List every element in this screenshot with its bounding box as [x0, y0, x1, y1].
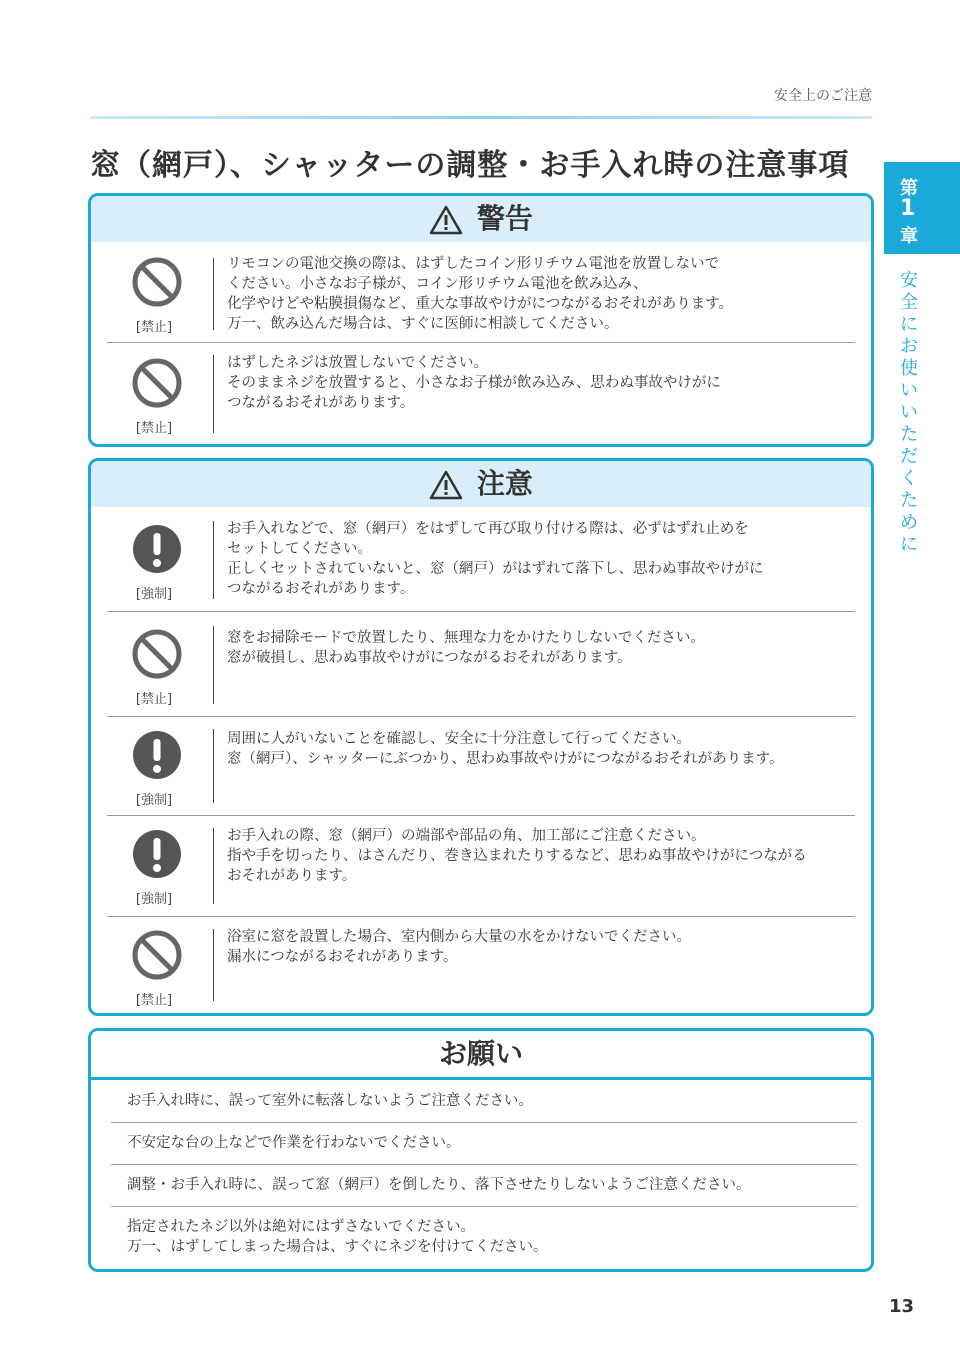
request-text: 調整・お手入れ時に、誤って窓（網戸）を倒したり、落下させたりしないようご注意ください。 — [127, 1177, 751, 1193]
icon-wrap — [129, 256, 185, 335]
page-number: 13 — [888, 1296, 914, 1317]
item-text: 周囲に人がいないことを確認し、安全に十分注意して行ってください。 窓（網戸）、シャッターにぶつかり、思わぬ事故やけがにつながるおそれがあります。 — [227, 731, 784, 767]
divider-line — [213, 258, 214, 330]
icon-wrap — [129, 628, 185, 707]
chapter-tab — [884, 162, 960, 254]
icon-wrap — [129, 523, 185, 602]
mandatory-icon — [131, 828, 183, 880]
icon-wrap — [129, 929, 185, 1008]
warning-triangle-icon — [429, 470, 463, 500]
request-text: 不安定な台の上などで作業を行わないでください。 — [127, 1135, 461, 1151]
chapter-prefix: 第 — [900, 178, 918, 199]
caution-box — [88, 458, 874, 1016]
divider-line — [213, 521, 214, 599]
caution-item — [107, 612, 855, 717]
caution-item — [107, 717, 855, 816]
warning-heading — [91, 196, 871, 242]
chapter-number: 1 — [900, 196, 916, 221]
prohibited-icon — [131, 357, 183, 409]
request-heading-text: お願い — [438, 1037, 523, 1070]
prohibited-icon — [131, 256, 183, 308]
chapter-suffix: 章 — [900, 226, 918, 247]
chapter-side-title: 安全にお使いいただくために — [900, 270, 918, 555]
warning-triangle-icon — [429, 205, 463, 235]
request-text: お手入れ時に、誤って室外に転落しないようご注意ください。 — [127, 1093, 533, 1109]
divider-line — [213, 626, 214, 704]
icon-label: [禁止] — [135, 692, 173, 707]
icon-label: [強制] — [135, 892, 173, 907]
section-header: 安全上のご注意 — [774, 88, 872, 104]
caution-heading — [91, 461, 871, 507]
item-text: お手入れなどで、窓（網戸）をはずして再び取り付ける際は、必ずはずれ止めを セットしてください。 正しくセットされていないと、窓（網戸）がはずれて落下し、思わぬ事故やけがに つながるおそれがあります。 — [227, 521, 764, 597]
prohibited-icon — [131, 628, 183, 680]
icon-label: [強制] — [135, 793, 173, 808]
item-text: はずしたネジは放置しないでください。 そのままネジを放置すると、小さなお子様が飲み込み、思わぬ事故やけがに つながるおそれがあります。 — [227, 355, 721, 411]
request-item — [111, 1207, 857, 1265]
divider-line — [213, 729, 214, 803]
icon-wrap — [129, 828, 185, 907]
warning-item — [107, 343, 855, 441]
icon-label: [禁止] — [135, 421, 173, 436]
caution-item — [107, 816, 855, 917]
warning-box — [88, 193, 874, 447]
item-text: 窓をお掃除モードで放置したり、無理な力をかけたりしないでください。 窓が破損し、思わぬ事故やけがにつながるおそれがあります。 — [227, 630, 705, 666]
caution-item — [107, 507, 855, 612]
icon-label: [禁止] — [135, 993, 173, 1008]
icon-label: [強制] — [135, 587, 173, 602]
divider-line — [213, 355, 214, 433]
header-divider — [90, 116, 872, 119]
divider-line — [213, 828, 214, 904]
prohibited-icon — [131, 929, 183, 981]
request-heading — [91, 1031, 871, 1080]
icon-wrap — [129, 357, 185, 436]
caution-item — [107, 917, 855, 1009]
warning-heading-text: 警告 — [476, 202, 533, 235]
caution-heading-text: 注意 — [476, 467, 533, 500]
page-title: 窓（網戸）、シャッターの調整・お手入れ時の注意事項 — [90, 148, 850, 183]
icon-label: [禁止] — [135, 320, 173, 335]
request-item — [111, 1123, 857, 1165]
item-text: リモコンの電池交換の際は、はずしたコイン形リチウム電池を放置しないで ください。小さなお子様が、コイン形リチウム電池を飲み込み、 化学やけどや粘膜損傷など、重大な事故やけがにつながるおそれがあります。 万一、飲み込んだ場合は、すぐに医師に相談してください。 — [227, 256, 734, 332]
request-box — [88, 1028, 874, 1272]
request-item — [111, 1080, 857, 1123]
mandatory-icon — [131, 729, 183, 781]
warning-item — [107, 242, 855, 343]
icon-wrap — [129, 729, 185, 808]
request-text: 指定されたネジ以外は絶対にはずさないでください。 万一、はずしてしまった場合は、すぐにネジを付けてください。 — [127, 1219, 548, 1255]
item-text: お手入れの際、窓（網戸）の端部や部品の角、加工部にご注意ください。 指や手を切ったり、はさんだり、巻き込まれたりするなど、思わぬ事故やけがにつながる おそれがあります。 — [227, 828, 807, 884]
mandatory-icon — [131, 523, 183, 575]
divider-line — [213, 929, 214, 1001]
item-text: 浴室に窓を設置した場合、室内側から大量の水をかけないでください。 漏水につながるおそれがあります。 — [227, 929, 691, 965]
request-item — [111, 1165, 857, 1207]
